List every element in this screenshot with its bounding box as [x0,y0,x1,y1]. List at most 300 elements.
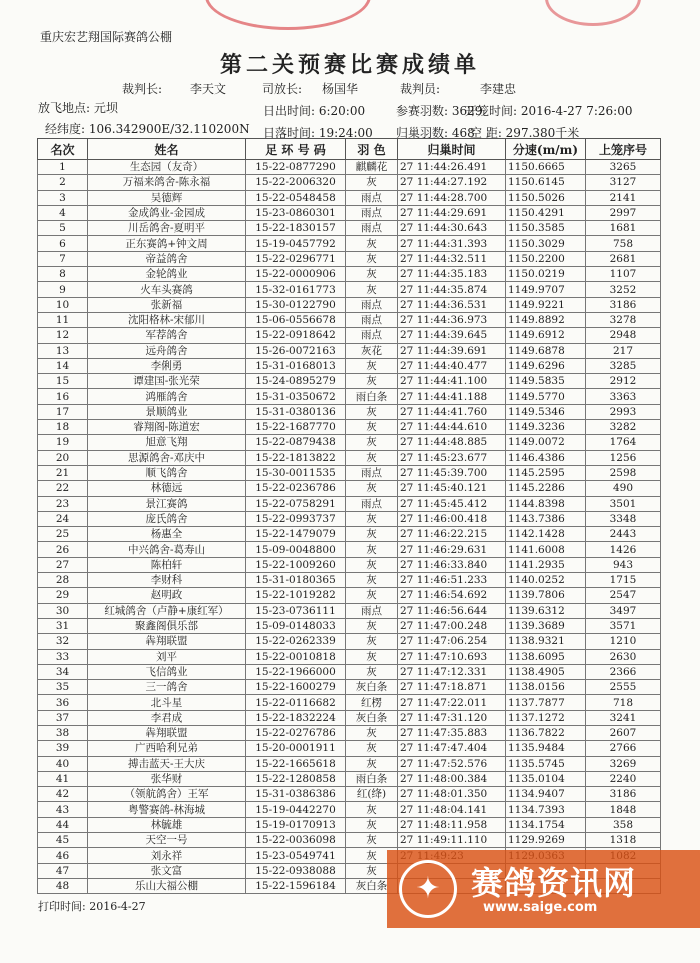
time-cell: 27 11:47:47.404 [398,741,506,756]
seq-cell: 490 [586,481,661,496]
ring-cell: 15-22-0918642 [246,328,346,343]
time-cell: 27 11:44:28.700 [398,190,506,205]
color-cell: 灰 [346,756,398,771]
rank-cell: 45 [38,833,88,848]
rank-cell: 20 [38,450,88,465]
rank-cell: 41 [38,771,88,786]
ring-cell: 15-22-0116682 [246,695,346,710]
rank-cell: 26 [38,542,88,557]
rank-cell: 39 [38,741,88,756]
rank-cell: 2 [38,175,88,190]
speed-cell: 1149.6912 [506,328,586,343]
speed-cell: 1143.7386 [506,511,586,526]
color-cell: 灰 [346,848,398,863]
speed-cell: 1145.2286 [506,481,586,496]
rank-cell: 22 [38,481,88,496]
speed-cell: 1149.5770 [506,389,586,404]
ring-cell: 15-22-0938088 [246,863,346,878]
color-cell: 灰 [346,450,398,465]
red-seal-stamp [205,0,371,30]
sunrise-time: 日出时间: 6:20:00 [263,104,366,118]
watermark-url: www.saige.com [483,900,598,915]
director-label: 司放长: [262,82,303,96]
speed-cell: 1140.0252 [506,573,586,588]
speed-cell: 1146.4386 [506,450,586,465]
table-row [38,282,661,297]
seq-cell: 358 [586,817,661,832]
name-cell: 北斗星 [88,695,246,710]
ring-cell: 15-22-1479079 [246,527,346,542]
color-cell: 灰 [346,588,398,603]
time-cell: 27 11:46:22.215 [398,527,506,542]
ring-cell: 15-22-0879438 [246,435,346,450]
color-cell: 灰 [346,420,398,435]
name-cell: 庞氏鸽舍 [88,511,246,526]
rank-cell: 40 [38,756,88,771]
page-title: 第二关预赛比赛成绩单 [219,52,480,78]
color-cell: 灰 [346,236,398,251]
rank-cell: 16 [38,389,88,404]
rank-cell: 34 [38,664,88,679]
results-table [37,138,661,894]
col-seq-header: 上笼序号 [586,139,661,160]
table-row [38,190,661,205]
time-cell: 27 11:47:52.576 [398,756,506,771]
time-cell: 27 11:44:32.511 [398,251,506,266]
table-row [38,756,661,771]
name-cell: 天空一号 [88,833,246,848]
time-cell: 27 11:45:45.412 [398,496,506,511]
table-row [38,664,661,679]
rank-cell: 35 [38,680,88,695]
table-row [38,297,661,312]
watermark-title: 赛鸽资讯网 [471,864,637,902]
name-cell: 景顺鸽业 [88,404,246,419]
ring-cell: 15-22-2006320 [246,175,346,190]
seq-cell: 3265 [586,160,661,175]
rank-cell: 29 [38,588,88,603]
name-cell: 沈阳格林-宋郁川 [88,312,246,327]
ring-cell: 15-19-0170913 [246,817,346,832]
name-cell: 飞信鸽业 [88,664,246,679]
ring-cell: 15-22-0276786 [246,725,346,740]
color-cell: 灰白条 [346,680,398,695]
table-row [38,542,661,557]
referee-label: 裁判员: [400,82,441,96]
ring-cell: 15-31-0350672 [246,389,346,404]
speed-cell: 1145.2595 [506,465,586,480]
name-cell: 火车头赛鸽 [88,282,246,297]
name-cell: 睿翔阁-陈道宏 [88,420,246,435]
seq-cell: 3186 [586,787,661,802]
ring-cell: 15-22-0877290 [246,160,346,175]
seq-cell: 3282 [586,420,661,435]
table-header-row [38,139,661,160]
speed-cell: 1139.7806 [506,588,586,603]
table-row [38,358,661,373]
ring-cell: 15-22-0000906 [246,267,346,282]
ring-cell: 15-22-1009260 [246,557,346,572]
speed-cell: 1137.1272 [506,710,586,725]
name-cell: 张华财 [88,771,246,786]
color-cell: 灰 [346,557,398,572]
color-cell: 灰 [346,282,398,297]
speed-cell: 1135.9484 [506,741,586,756]
seq-cell: 3497 [586,603,661,618]
ring-cell: 15-31-0168013 [246,358,346,373]
watermark-banner [387,850,700,928]
time-cell: 27 11:46:29.631 [398,542,506,557]
color-cell: 灰 [346,649,398,664]
entry-count: 参赛羽数: 3629 [396,104,483,118]
speed-cell: 1150.0219 [506,267,586,282]
ring-cell: 15-20-0001911 [246,741,346,756]
table-row [38,465,661,480]
table-row [38,787,661,802]
color-cell: 雨点 [346,297,398,312]
seq-cell: 3269 [586,756,661,771]
table-row [38,496,661,511]
distance: 空 距: 297.380千米 [470,126,580,140]
seq-cell: 3501 [586,496,661,511]
time-cell: 27 11:48:00.384 [398,771,506,786]
time-cell: 27 11:44:36.531 [398,297,506,312]
rank-cell: 17 [38,404,88,419]
red-seal-stamp-2 [545,0,641,26]
time-cell: 27 11:46:00.418 [398,511,506,526]
table-row [38,802,661,817]
table-row [38,695,661,710]
time-cell: 27 11:44:35.874 [398,282,506,297]
release-place: 放飞地点: 元坝 [38,101,118,115]
rank-cell: 4 [38,205,88,220]
name-cell: 景江赛鸽 [88,496,246,511]
seq-cell: 2681 [586,251,661,266]
name-cell: 鸿雁鸽舍 [88,389,246,404]
time-cell: 27 11:45:40.121 [398,481,506,496]
table-row [38,741,661,756]
name-cell: 思源鸽舍-邓庆中 [88,450,246,465]
table-row [38,817,661,832]
ring-cell: 15-24-0895279 [246,374,346,389]
color-cell: 雨点 [346,221,398,236]
rank-cell: 48 [38,878,88,893]
ring-cell: 15-22-0036098 [246,833,346,848]
ring-cell: 15-31-0180365 [246,573,346,588]
table-row [38,649,661,664]
time-cell: 27 11:44:35.183 [398,267,506,282]
name-cell: 刘永祥 [88,848,246,863]
color-cell: 麒麟花 [346,160,398,175]
table-row [38,450,661,465]
table-row [38,343,661,358]
speed-cell: 1149.6296 [506,358,586,373]
table-row [38,481,661,496]
color-cell: 灰 [346,573,398,588]
color-cell: 雨点 [346,190,398,205]
name-cell: 旭意飞翔 [88,435,246,450]
table-row [38,573,661,588]
rank-cell: 23 [38,496,88,511]
seq-cell: 2598 [586,465,661,480]
ring-cell: 15-22-1600279 [246,680,346,695]
rank-cell: 15 [38,374,88,389]
time-cell: 27 11:44:41.100 [398,374,506,389]
rank-cell: 7 [38,251,88,266]
color-cell: 灰白条 [346,878,398,893]
seq-cell: 2607 [586,725,661,740]
name-cell: 张文富 [88,863,246,878]
time-cell: 27 11:47:31.120 [398,710,506,725]
seq-cell: 3363 [586,389,661,404]
name-cell: （领航鸽舍）王军 [88,787,246,802]
seq-cell: 2630 [586,649,661,664]
table-row [38,634,661,649]
ring-cell: 15-22-1665618 [246,756,346,771]
name-cell: 金轮鸽业 [88,267,246,282]
speed-cell: 1129.9269 [506,833,586,848]
open-time: 开笼时间: 2016-4-27 7:26:00 [465,104,633,118]
director-name: 杨国华 [322,82,359,96]
rank-cell: 24 [38,511,88,526]
rank-cell: 9 [38,282,88,297]
color-cell: 灰 [346,511,398,526]
sunset-time: 日落时间: 19:24:00 [263,126,373,140]
time-cell: 27 11:47:22.011 [398,695,506,710]
time-cell: 27 11:47:06.254 [398,634,506,649]
table-row [38,771,661,786]
table-row [38,251,661,266]
time-cell: 27 11:44:30.643 [398,221,506,236]
col-color-header: 羽 色 [346,139,398,160]
ring-cell: 15-31-0386386 [246,787,346,802]
rank-cell: 14 [38,358,88,373]
table-row [38,205,661,220]
color-cell: 灰 [346,251,398,266]
rank-cell: 47 [38,863,88,878]
time-cell: 27 11:46:33.840 [398,557,506,572]
time-cell: 27 11:45:23.677 [398,450,506,465]
seq-cell: 3186 [586,297,661,312]
seq-cell: 1715 [586,573,661,588]
name-cell: 李俐勇 [88,358,246,373]
rank-cell: 42 [38,787,88,802]
seq-cell: 3252 [586,282,661,297]
seq-cell: 3241 [586,710,661,725]
time-cell: 27 11:48:11.958 [398,817,506,832]
time-cell: 27 11:44:31.393 [398,236,506,251]
seq-cell: 1426 [586,542,661,557]
table-row [38,557,661,572]
name-cell: 林毓雄 [88,817,246,832]
rank-cell: 43 [38,802,88,817]
speed-cell: 1150.6665 [506,160,586,175]
time-cell: 27 11:44:36.973 [398,312,506,327]
table-row [38,833,661,848]
seq-cell: 2993 [586,404,661,419]
seq-cell: 1764 [586,435,661,450]
name-cell: 李君成 [88,710,246,725]
speed-cell: 1138.4905 [506,664,586,679]
seq-cell: 2997 [586,205,661,220]
seq-cell: 2766 [586,741,661,756]
ring-cell: 15-22-1830157 [246,221,346,236]
time-cell: 27 11:47:12.331 [398,664,506,679]
seq-cell: 1318 [586,833,661,848]
color-cell: 灰 [346,175,398,190]
name-cell: 犇翔联盟 [88,634,246,649]
rank-cell: 37 [38,710,88,725]
color-cell: 灰 [346,527,398,542]
rank-cell: 5 [38,221,88,236]
table-row [38,221,661,236]
speed-cell: 1150.6145 [506,175,586,190]
table-row [38,527,661,542]
rank-cell: 33 [38,649,88,664]
ring-cell: 15-22-0262339 [246,634,346,649]
time-cell: 27 11:44:29.691 [398,205,506,220]
name-cell: 金成鸽业-金园成 [88,205,246,220]
name-cell: 赵明政 [88,588,246,603]
speed-cell: 1134.9407 [506,787,586,802]
results-body [38,160,661,894]
table-row [38,236,661,251]
color-cell: 雨点 [346,465,398,480]
table-row [38,389,661,404]
time-cell: 27 11:46:54.692 [398,588,506,603]
seq-cell: 1681 [586,221,661,236]
col-ring-header: 足 环 号 码 [246,139,346,160]
ring-cell: 15-22-0758291 [246,496,346,511]
seq-cell: 2366 [586,664,661,679]
time-cell: 27 11:46:56.644 [398,603,506,618]
rank-cell: 11 [38,312,88,327]
speed-cell: 1149.3236 [506,420,586,435]
rank-cell: 32 [38,634,88,649]
color-cell: 灰 [346,664,398,679]
speed-cell: 1138.0156 [506,680,586,695]
name-cell: 林德远 [88,481,246,496]
rank-cell: 31 [38,618,88,633]
time-cell: 27 11:44:26.491 [398,160,506,175]
table-row [38,435,661,450]
rank-cell: 10 [38,297,88,312]
ring-cell: 15-22-0548458 [246,190,346,205]
ring-cell: 15-30-0011535 [246,465,346,480]
col-name-header: 姓名 [88,139,246,160]
name-cell: 广西哈利兄弟 [88,741,246,756]
speed-cell: 1134.1754 [506,817,586,832]
ring-cell: 15-19-0457792 [246,236,346,251]
color-cell: 灰 [346,802,398,817]
ring-cell: 15-22-1280858 [246,771,346,786]
seq-cell: 758 [586,236,661,251]
name-cell: 乐山大福公棚 [88,878,246,893]
table-row [38,588,661,603]
color-cell: 雨白条 [346,389,398,404]
seq-cell: 217 [586,343,661,358]
color-cell: 灰 [346,358,398,373]
seq-cell: 3127 [586,175,661,190]
ring-cell: 15-26-0072163 [246,343,346,358]
name-cell: 万福来鸽舍-陈永福 [88,175,246,190]
seq-cell: 2240 [586,771,661,786]
table-row [38,511,661,526]
rank-cell: 1 [38,160,88,175]
organizer-name: 重庆宏艺翔国际赛鸽公棚 [40,30,173,44]
color-cell: 灰 [346,833,398,848]
rank-cell: 28 [38,573,88,588]
ring-cell: 15-22-0010818 [246,649,346,664]
time-cell: 27 11:47:35.883 [398,725,506,740]
speed-cell: 1142.1428 [506,527,586,542]
seq-cell: 3348 [586,511,661,526]
name-cell: 远舟鸽舍 [88,343,246,358]
rank-cell: 21 [38,465,88,480]
color-cell: 灰 [346,435,398,450]
color-cell: 灰 [346,618,398,633]
rank-cell: 36 [38,695,88,710]
speed-cell: 1135.0104 [506,771,586,786]
name-cell: 川岳鸽舍-夏明平 [88,221,246,236]
color-cell: 灰白条 [346,710,398,725]
time-cell: 27 11:44:39.645 [398,328,506,343]
time-cell: 27 11:44:41.760 [398,404,506,419]
seq-cell: 2555 [586,680,661,695]
name-cell: 中兴鸽舍-葛寿山 [88,542,246,557]
rank-cell: 12 [38,328,88,343]
ring-cell: 15-31-0380136 [246,404,346,419]
color-cell: 雨点 [346,312,398,327]
ring-cell: 15-22-0236786 [246,481,346,496]
print-time: 打印时间: 2016-4-27 [38,900,146,913]
name-cell: 张新福 [88,297,246,312]
speed-cell: 1137.7877 [506,695,586,710]
color-cell: 灰 [346,725,398,740]
table-row [38,267,661,282]
time-cell: 27 11:47:18.871 [398,680,506,695]
speed-cell: 1136.7822 [506,725,586,740]
coordinates: 经纬度: 106.342900E/32.110200N [45,122,250,136]
time-cell: 27 11:47:00.248 [398,618,506,633]
referee-name: 李建忠 [480,82,517,96]
time-cell: 27 11:44:40.477 [398,358,506,373]
color-cell: 灰花 [346,343,398,358]
ring-cell: 15-22-1019282 [246,588,346,603]
speed-cell: 1141.6008 [506,542,586,557]
ring-cell: 15-22-1832224 [246,710,346,725]
col-time-header: 归巢时间 [398,139,506,160]
ring-cell: 15-09-0148033 [246,618,346,633]
time-cell: 27 11:48:01.350 [398,787,506,802]
seq-cell: 2141 [586,190,661,205]
time-cell: 27 11:44:44.610 [398,420,506,435]
name-cell: 三一鸽舍 [88,680,246,695]
table-row [38,374,661,389]
name-cell: 谭建国-张光荣 [88,374,246,389]
table-row [38,680,661,695]
seq-cell: 3285 [586,358,661,373]
speed-cell: 1149.9221 [506,297,586,312]
speed-cell: 1150.3029 [506,236,586,251]
speed-cell: 1150.3585 [506,221,586,236]
color-cell: 灰 [346,817,398,832]
color-cell: 灰 [346,542,398,557]
ring-cell: 15-22-0993737 [246,511,346,526]
speed-cell: 1149.9707 [506,282,586,297]
speed-cell: 1149.0072 [506,435,586,450]
speed-cell: 1150.2200 [506,251,586,266]
